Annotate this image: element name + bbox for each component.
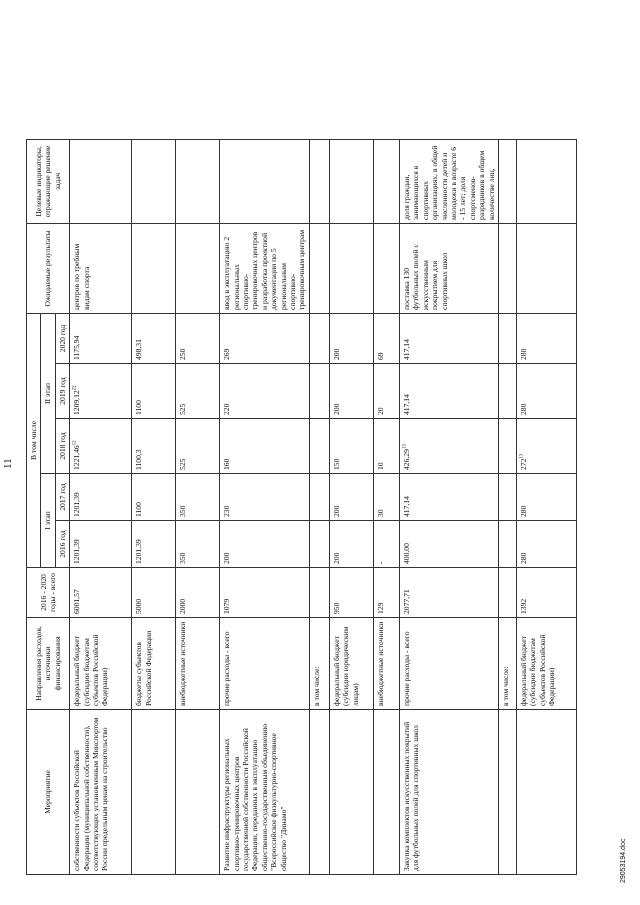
cell-indicator (220, 139, 310, 223)
cell-y2016-text: 400,00 (401, 543, 411, 564)
cell-activity-text: Закупка комплектов искусственных покрытий для футбольных полей для спортивных школ (401, 721, 421, 871)
cell-y2019-text: 417,14 (401, 394, 411, 415)
cell-y2018 (498, 419, 516, 474)
cell-total (373, 568, 399, 618)
cell-y2016-text: 200 (222, 552, 232, 564)
cell-y2018 (132, 419, 176, 474)
cell-y2020 (132, 313, 176, 363)
cell-y2019-text: 20 (375, 407, 385, 415)
cell-y2019 (309, 364, 329, 419)
header-year-2019: 2019 год (55, 364, 69, 419)
cell-dir-text: внебюджетные источники (178, 621, 188, 706)
cell-y2019 (220, 364, 310, 419)
cell-y2018-text: 160 (222, 458, 232, 470)
header-stage-2: II этап (41, 313, 55, 473)
cell-y2017-text: 200 (331, 505, 341, 517)
cell-dir-text: бюджеты субъектов Российской Федерации (134, 630, 153, 706)
cell-dir (516, 618, 576, 710)
program-table (26, 19, 577, 875)
cell-y2020 (399, 313, 498, 363)
cell-result (516, 223, 576, 313)
cell-y2018 (309, 419, 329, 474)
footnote-ref: 12 (72, 440, 78, 446)
cell-y2017 (220, 474, 310, 521)
cell-y2020-text: 417,14 (401, 339, 411, 360)
cell-y2018 (399, 419, 498, 474)
header-total: 2016 - 2020 годы - всего (27, 568, 70, 618)
cell-dir-text: прочие расходы - всего (222, 631, 232, 706)
cell-y2016-text: 1201,39 (134, 539, 144, 564)
cell-indicator (373, 139, 399, 223)
cell-y2019-text: 525 (178, 403, 188, 415)
cell-y2016 (498, 521, 516, 568)
cell-result (220, 223, 310, 313)
cell-y2017 (309, 474, 329, 521)
cell-y2019 (132, 364, 176, 419)
cell-activity (516, 710, 576, 875)
header-including: В том числе (27, 313, 41, 567)
cell-dir (70, 618, 132, 710)
cell-y2017-text: 280 (518, 505, 528, 517)
cell-y2019-text: 280 (518, 403, 528, 415)
table-row (309, 19, 329, 874)
cell-y2019 (373, 364, 399, 419)
cell-activity (399, 710, 498, 875)
cell-y2018-text: 1100,3 (134, 449, 144, 470)
header-stage-1: I этап (41, 474, 55, 568)
row-spacer (498, 19, 516, 139)
cell-y2017 (132, 474, 176, 521)
cell-y2020 (309, 313, 329, 363)
table-body (70, 19, 577, 874)
table-row (132, 19, 176, 874)
cell-total (70, 568, 132, 618)
header-year-2017: 2017 год (55, 474, 69, 521)
cell-y2019-text: 220 (222, 403, 232, 415)
cell-y2018 (70, 419, 132, 474)
cell-y2016 (329, 521, 373, 568)
cell-y2017 (70, 474, 132, 521)
cell-y2018-text: 10 (375, 462, 385, 470)
cell-activity-text: Развитие инфраструктуры региональных спортивно-тренировочных центров государственной собственности Российской Федерации, переданных в эксплуатацию общественно-государственным объединению "Всероссийское физкультурно-спортивное общество "Динамо" (222, 723, 288, 871)
cell-y2020-text: 498,31 (134, 339, 144, 360)
row-spacer (176, 19, 220, 139)
cell-y2020 (516, 313, 576, 363)
cell-y2018 (329, 419, 373, 474)
header-year-2016: 2016 год (55, 521, 69, 568)
cell-indicator (498, 139, 516, 223)
footnote-ref: 22 (72, 385, 78, 391)
cell-activity (132, 710, 176, 875)
cell-total (176, 568, 220, 618)
row-spacer (399, 19, 498, 139)
cell-y2018-text: 525 (178, 458, 188, 470)
cell-dir (373, 618, 399, 710)
table-row (329, 19, 373, 874)
cell-y2020-text: 1175,94 (72, 335, 82, 360)
cell-total (516, 568, 576, 618)
cell-result (70, 223, 132, 313)
cell-activity (329, 710, 373, 875)
cell-total-text: 1392 (518, 598, 528, 614)
cell-result (329, 223, 373, 313)
cell-activity (176, 710, 220, 875)
cell-dir (132, 618, 176, 710)
cell-y2017 (516, 474, 576, 521)
cell-activity-text: собственности субъектов Российской Федерации (муниципальной собственности), соответствующих установленным Минспортом России предельным ценам на строительство (72, 717, 110, 871)
cell-activity (70, 710, 132, 875)
cell-total (132, 568, 176, 618)
cell-total-text: 5000 (134, 598, 144, 614)
cell-result (309, 223, 329, 313)
cell-dir-text: федеральный бюджет (субсидии юридическим лицам) (331, 626, 360, 706)
header-year-2018: 2018 год (55, 419, 69, 474)
cell-y2016-text: 350 (178, 552, 188, 564)
footer-doc-code: 29053194.doc (620, 838, 627, 883)
cell-y2017 (329, 474, 373, 521)
cell-y2016 (220, 521, 310, 568)
cell-dir (220, 618, 310, 710)
row-spacer (309, 19, 329, 139)
cell-y2016 (373, 521, 399, 568)
cell-total-text: 129 (375, 602, 385, 614)
cell-y2017-text: 417,14 (401, 496, 411, 517)
cell-total-text: 1079 (222, 598, 232, 614)
cell-y2019-text: 1209,12 (72, 390, 82, 415)
cell-y2020-text: 69 (375, 352, 385, 360)
cell-y2018-text: 1221,46 (72, 445, 82, 470)
cell-dir (176, 618, 220, 710)
cell-y2020-text: 280 (518, 348, 528, 360)
cell-y2017 (176, 474, 220, 521)
cell-indicator (70, 139, 132, 223)
cell-total (498, 568, 516, 618)
cell-y2020 (70, 313, 132, 363)
cell-y2017 (399, 474, 498, 521)
cell-y2018 (516, 419, 576, 474)
header-indicators: Целевые индикаторы, отражающие решение задач (27, 139, 70, 223)
cell-total (399, 568, 498, 618)
cell-result-text: ввод в эксплуатацию 2 региональных спортивно-тренировочных центров и разработка проектной документации по 5 региональным спортивно-тренировочным центрам (222, 229, 307, 310)
cell-y2017-text: 350 (178, 505, 188, 517)
row-spacer (132, 19, 176, 139)
table-row (516, 19, 576, 874)
cell-y2020-text: 269 (222, 348, 232, 360)
cell-y2018 (373, 419, 399, 474)
cell-y2020 (176, 313, 220, 363)
footnote-ref: 13 (402, 444, 408, 450)
cell-activity (220, 710, 310, 875)
cell-result (373, 223, 399, 313)
header-row-1 (27, 19, 41, 874)
cell-y2017-text: 230 (222, 505, 232, 517)
cell-y2019-text: 200 (331, 403, 341, 415)
cell-total (309, 568, 329, 618)
row-spacer (70, 19, 132, 139)
cell-total-text: 2077,71 (401, 589, 411, 614)
cell-y2018 (220, 419, 310, 474)
cell-y2019 (516, 364, 576, 419)
cell-y2020-text: 250 (178, 348, 188, 360)
cell-total-text: 2000 (178, 598, 188, 614)
cell-y2016 (399, 521, 498, 568)
cell-y2016 (70, 521, 132, 568)
cell-result (399, 223, 498, 313)
table-row (176, 19, 220, 874)
cell-y2016-text: 280 (518, 552, 528, 564)
cell-activity (309, 710, 329, 875)
cell-result (176, 223, 220, 313)
cell-indicator (516, 139, 576, 223)
header-year-2020: 2020 год (55, 313, 69, 363)
cell-activity (498, 710, 516, 875)
cell-y2017-text: 1100 (134, 502, 144, 517)
cell-dir (399, 618, 498, 710)
cell-y2016 (132, 521, 176, 568)
cell-y2020 (220, 313, 310, 363)
table-row (498, 19, 516, 874)
cell-indicator-text: доля граждан, занимающихся в спортивных организациях, в общей численности детей и молодежи в возрасте 6 - 15 лет; доля спортсменов-разрядников в общем количестве лиц, (401, 145, 496, 220)
cell-dir (498, 618, 516, 710)
cell-y2019 (176, 364, 220, 419)
cell-total (329, 568, 373, 618)
cell-y2019 (329, 364, 373, 419)
table-row (399, 19, 498, 874)
cell-y2018-text: 150 (331, 458, 341, 470)
cell-dir (309, 618, 329, 710)
cell-dir-text: в том числе: (500, 666, 510, 706)
header-direction: Направления расходов, источники финансирования (27, 618, 70, 710)
cell-y2017 (373, 474, 399, 521)
cell-dir-text: прочие расходы - всего (401, 631, 411, 706)
cell-y2016 (516, 521, 576, 568)
cell-y2016 (309, 521, 329, 568)
header-spacer (27, 19, 70, 139)
cell-indicator (176, 139, 220, 223)
cell-y2020 (373, 313, 399, 363)
cell-dir-text: внебюджетные источники (375, 621, 385, 706)
row-spacer (329, 19, 373, 139)
cell-indicator (132, 139, 176, 223)
cell-y2016-text: - (375, 561, 385, 564)
header-results: Ожидаемые результаты (27, 223, 70, 313)
table-row (220, 19, 310, 874)
cell-total-text: 950 (331, 602, 341, 614)
cell-result-text: центров по требным видам спорта (72, 243, 91, 310)
page-number: 11 (2, 458, 14, 469)
cell-result (498, 223, 516, 313)
cell-dir-text: федеральный бюджет (субсидии бюджетам субъектов Российской Федерации) (72, 634, 110, 706)
cell-y2019 (399, 364, 498, 419)
cell-dir-text: федеральный бюджет (субсидии бюджетам субъектов Российской Федерации) (518, 634, 557, 706)
cell-indicator (399, 139, 498, 223)
cell-y2016 (176, 521, 220, 568)
cell-total (220, 568, 310, 618)
row-spacer (220, 19, 310, 139)
cell-activity (373, 710, 399, 875)
cell-y2017 (498, 474, 516, 521)
cell-y2016-text: 200 (331, 552, 341, 564)
cell-y2019-text: 1100 (134, 400, 144, 415)
row-spacer (373, 19, 399, 139)
cell-y2017-text: 30 (375, 509, 385, 517)
cell-y2019 (498, 364, 516, 419)
cell-dir-text: в том числе: (311, 666, 321, 706)
cell-result (132, 223, 176, 313)
header-activity: Мероприятие (27, 710, 70, 875)
cell-y2019 (70, 364, 132, 419)
cell-result-text: поставка 130 футбольных полей с искусственным покрытием для спортивных школ (401, 244, 449, 310)
cell-y2020 (329, 313, 373, 363)
cell-total-text: 6001,57 (72, 589, 82, 614)
cell-y2020 (498, 313, 516, 363)
cell-y2017-text: 1201,39 (72, 492, 82, 517)
cell-y2018-text: 272 (518, 458, 528, 470)
footnote-ref: 13 (519, 453, 525, 459)
cell-y2018-text: 426,29 (401, 449, 411, 470)
table-row (373, 19, 399, 874)
cell-y2016-text: 1201,39 (72, 539, 82, 564)
cell-y2018 (176, 419, 220, 474)
cell-y2020-text: 200 (331, 348, 341, 360)
cell-indicator (329, 139, 373, 223)
row-spacer (516, 19, 576, 139)
cell-dir (329, 618, 373, 710)
table-row (70, 19, 132, 874)
cell-indicator (309, 139, 329, 223)
